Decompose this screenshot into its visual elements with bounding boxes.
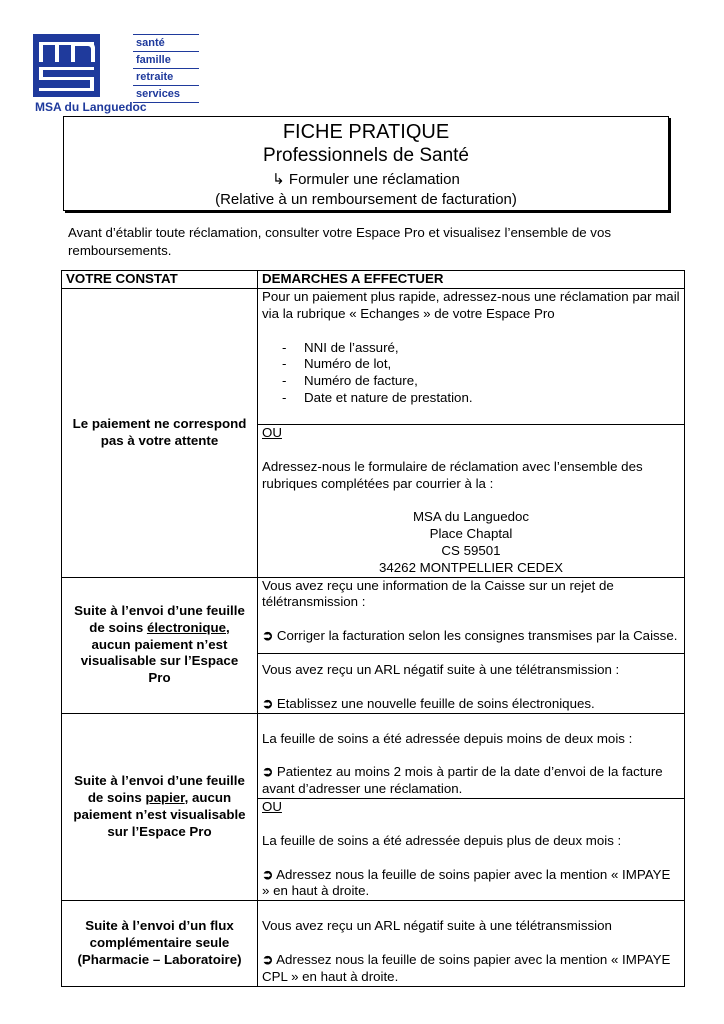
demarche-action: [262, 628, 680, 645]
constat-cell: Le paiement ne correspond pas à votre attente: [62, 289, 258, 578]
doc-topic: [64, 170, 668, 190]
address-line: Place Chaptal: [429, 526, 513, 542]
tagline-sante: santé: [133, 34, 199, 52]
demarche-action: [262, 696, 680, 713]
demarche-text: Vous avez reçu une information de la Caisse sur un rejet de télétransmission :: [262, 577, 614, 610]
constat-emphasis: électronique: [146, 619, 226, 635]
demarche-text: La feuille de soins a été adressée depuis plus de deux mois :: [262, 832, 622, 848]
action-text: Patientez au moins 2 mois à partir de la date d’envoi de la facture avant d’adresser une réclamation.: [262, 764, 663, 797]
right-arrow-icon: ➲: [262, 628, 274, 644]
action-text: Adressez nous la feuille de soins papier avec la mention « IMPAYE » en haut à droite.: [262, 866, 671, 899]
demarche-text: La feuille de soins a été adressée depuis moins de deux mois :: [262, 730, 633, 746]
doc-subtitle: Professionnels de Santé: [263, 145, 469, 166]
address-line: MSA du Languedoc: [412, 509, 530, 525]
ou-label: OU: [262, 425, 282, 440]
doc-title: FICHE PRATIQUE: [282, 121, 450, 143]
demarche-action: [262, 764, 680, 798]
constat-text: Suite à l’envoi d’une feuille de soins: [74, 603, 245, 635]
demarche-cell: [258, 289, 685, 425]
demarche-cell: [258, 577, 685, 653]
constat-emphasis: papier: [145, 790, 185, 806]
constat-cell: [62, 713, 258, 901]
tagline-services: services: [133, 86, 199, 103]
hook-arrow-icon: ↳: [272, 171, 285, 188]
table-row: [62, 901, 685, 986]
table-row: [62, 289, 685, 425]
organization-name: MSA du Languedoc: [35, 100, 147, 114]
list-item: - NNI de l’assuré,: [282, 340, 680, 357]
right-arrow-icon: ➲: [262, 866, 274, 882]
demarche-text: Vous avez reçu un ARL négatif suite à une télétransmission: [262, 918, 612, 934]
col-header-demarches: DEMARCHES A EFFECTUER: [258, 271, 685, 289]
demarche-cell: [258, 798, 685, 900]
constat-cell: Suite à l’envoi d’un flux complémentaire seule (Pharmacie – Laboratoire): [62, 901, 258, 986]
constat-text: , aucun paiement n’est visualisable sur l’Espace Pro: [73, 790, 246, 839]
ou-label: OU: [262, 798, 282, 814]
right-arrow-icon: ➲: [262, 951, 274, 967]
demarche-cell: [258, 425, 685, 578]
action-text: Etablissez une nouvelle feuille de soins électroniques.: [276, 695, 595, 711]
right-arrow-icon: ➲: [262, 764, 274, 780]
msa-logo: [33, 34, 181, 100]
postal-address: [262, 509, 680, 576]
procedure-table: [61, 270, 685, 987]
table-header-row: [62, 271, 685, 289]
list-item: - Numéro de lot,: [282, 356, 680, 373]
constat-cell: [62, 577, 258, 713]
demarche-cell: [258, 653, 685, 713]
title-box: [63, 116, 669, 211]
required-info-list: [262, 340, 680, 407]
address-line: CS 59501: [441, 542, 501, 558]
col-header-constat: VOTRE CONSTAT: [62, 271, 258, 289]
doc-topic-detail: (Relative à un remboursement de facturation): [215, 191, 517, 208]
table-row: [62, 577, 685, 653]
list-item: - Date et nature de prestation.: [282, 390, 680, 407]
list-item: - Numéro de facture,: [282, 373, 680, 390]
logo-tagline: [133, 34, 199, 103]
right-arrow-icon: ➲: [262, 695, 274, 711]
demarche-text: Pour un paiement plus rapide, adressez-nous une réclamation par mail via la rubrique « Echanges » de votre Espace Pro: [262, 289, 680, 321]
table-row: [62, 713, 685, 798]
doc-topic-text: Formuler une réclamation: [288, 171, 460, 188]
demarche-cell: [258, 901, 685, 986]
tagline-famille: famille: [133, 52, 199, 69]
tagline-retraite: retraite: [133, 69, 199, 86]
msa-logo-icon: [33, 34, 100, 97]
address-line: 34262 MONTPELLIER CEDEX: [378, 559, 563, 575]
action-text: Adressez nous la feuille de soins papier avec la mention « IMPAYE CPL » en haut à droite.: [262, 951, 671, 984]
constat-text: Suite à l’envoi d’une feuille de soins: [74, 773, 245, 806]
demarche-action: [262, 867, 680, 901]
intro-paragraph: Avant d’établir toute réclamation, consulter votre Espace Pro et visualisez l’ensemble de vos remboursements.: [68, 225, 611, 258]
demarche-action: [262, 952, 680, 986]
demarche-text: Adressez-nous le formulaire de réclamation avec l’ensemble des rubriques complétées par courrier à la :: [262, 458, 643, 491]
demarche-cell: [258, 713, 685, 798]
constat-text: , aucun paiement n’est visualisable sur l’Espace Pro: [80, 619, 239, 686]
action-text: Corriger la facturation selon les consignes transmises par la Caisse.: [276, 628, 678, 644]
demarche-text: Vous avez reçu un ARL négatif suite à une télétransmission :: [262, 661, 620, 677]
